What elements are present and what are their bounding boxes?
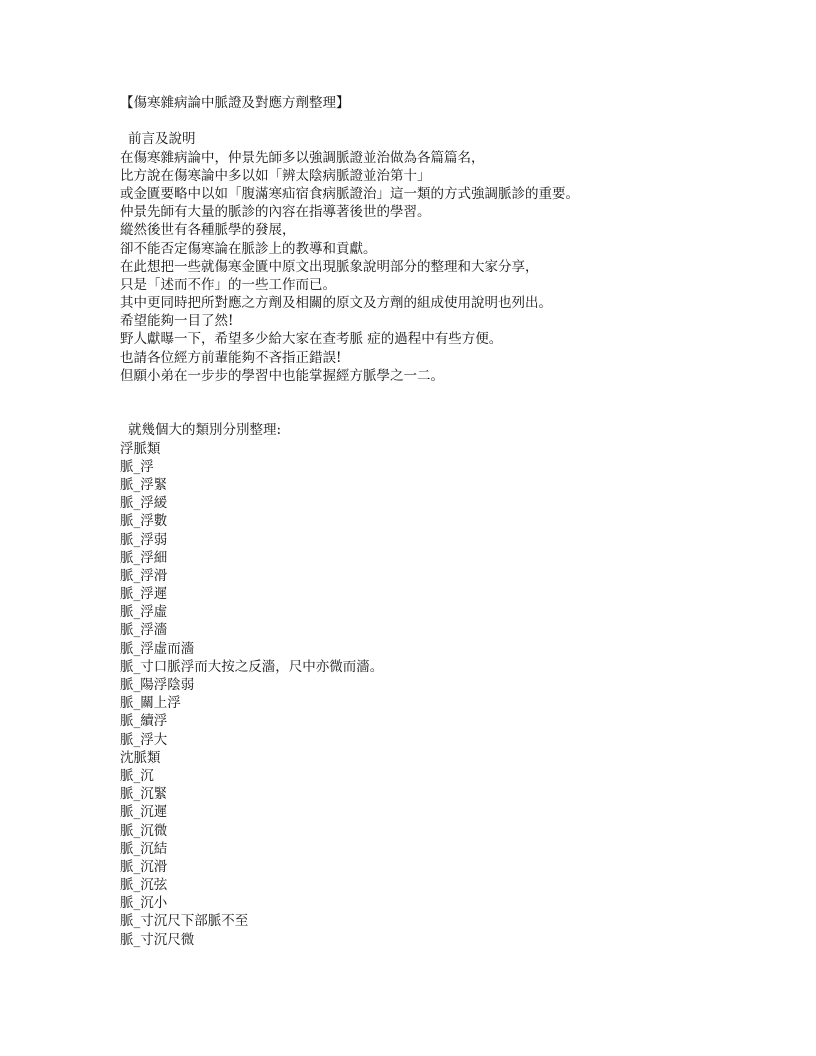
list-item: 脈_續浮: [120, 713, 168, 730]
preface-line: 仲景先師有大量的脈診的內容在指導著後世的學習。: [120, 204, 431, 221]
preface-line: 在此想把一些就傷寒金匱中原文出現脈象說明部分的整理和大家分享，: [120, 258, 539, 275]
list-item: 脈_浮緊: [120, 476, 168, 493]
list-item: 沈脈類: [120, 749, 161, 766]
list-item: 脈_浮滑: [120, 567, 168, 584]
list-item: 脈_浮數: [120, 513, 168, 530]
list-item: 脈_寸口脈浮而大按之反濇，尺中亦微而濇。: [120, 658, 384, 675]
list-item: 脈_浮細: [120, 549, 168, 566]
list-item: 脈_沉結: [120, 840, 168, 857]
list-item: 脈_沉遲: [120, 804, 168, 821]
preface-line: 其中更同時把所對應之方劑及相關的原文及方劑的組成使用說明也列出。: [120, 295, 552, 312]
list-item: 脈_浮虛: [120, 604, 168, 621]
list-item: 脈_沉滑: [120, 858, 168, 875]
list-item: 脈_浮遲: [120, 586, 168, 603]
list-item: 脈_沉: [120, 767, 154, 784]
preface-line: 或金匱要略中以如「腹滿寒疝宿食病脈證治」這一類的方式強調脈診的重要。: [120, 185, 579, 202]
preface-line: 只是「述而不作」的一些工作而已。: [120, 276, 336, 293]
preface-line: 卻不能否定傷寒論在脈診上的教導和貢獻。: [120, 240, 377, 257]
preface-body: [120, 149, 740, 385]
list-item: 脈_寸沉尺下部脈不至: [120, 913, 249, 930]
categories-heading: 就幾個大的類別分別整理:: [128, 422, 282, 439]
list-item: 脈_沉緊: [120, 786, 168, 803]
blank-line: [120, 112, 740, 130]
preface-line: 野人獻曝一下，希望多少給大家在查考脈 症的過程中有些方便。: [120, 331, 503, 348]
list-item: 脈_陽浮陰弱: [120, 677, 195, 693]
preface-line: 在傷寒雜病論中，仲景先師多以強調脈證並治做為各篇篇名，: [120, 149, 485, 166]
blank-line: [120, 403, 740, 421]
list-item: 脈_浮濇: [120, 622, 168, 639]
list-item: 脈_浮大: [120, 731, 168, 748]
list-item: 脈_寸沉尺微: [120, 931, 195, 948]
preface-line: 也請各位經方前輩能夠不吝指正錯誤!: [120, 349, 342, 366]
document-page: [120, 94, 740, 949]
list-item: 脈_關上浮: [120, 695, 181, 712]
document-title: 【傷寒雜病論中脈證及對應方劑整理】: [120, 95, 350, 111]
list-item: 脈_浮緩: [120, 495, 168, 512]
preface-line: 縱然後世有各種脈學的發展，: [120, 222, 296, 239]
preface-line: 但願小弟在一步步的學習中也能掌握經方脈學之一二。: [120, 367, 444, 384]
list-item: 脈_浮虛而濇: [120, 640, 195, 657]
list-item: 脈_沉小: [120, 895, 168, 912]
preface-line: 希望能夠一目了然!: [120, 313, 234, 330]
preface-heading: 前言及說明: [128, 131, 196, 148]
blank-line: [120, 385, 740, 403]
list-item: 脈_浮弱: [120, 531, 168, 548]
list-item: 脈_浮: [120, 458, 154, 475]
list-item: 脈_沉弦: [120, 877, 168, 894]
preface-line: 比方說在傷寒論中多以如「辨太陰病脈證並治第十」: [120, 167, 431, 184]
list-item: 浮脈類: [120, 440, 161, 457]
category-list: [120, 440, 740, 949]
list-item: 脈_沉微: [120, 822, 168, 839]
